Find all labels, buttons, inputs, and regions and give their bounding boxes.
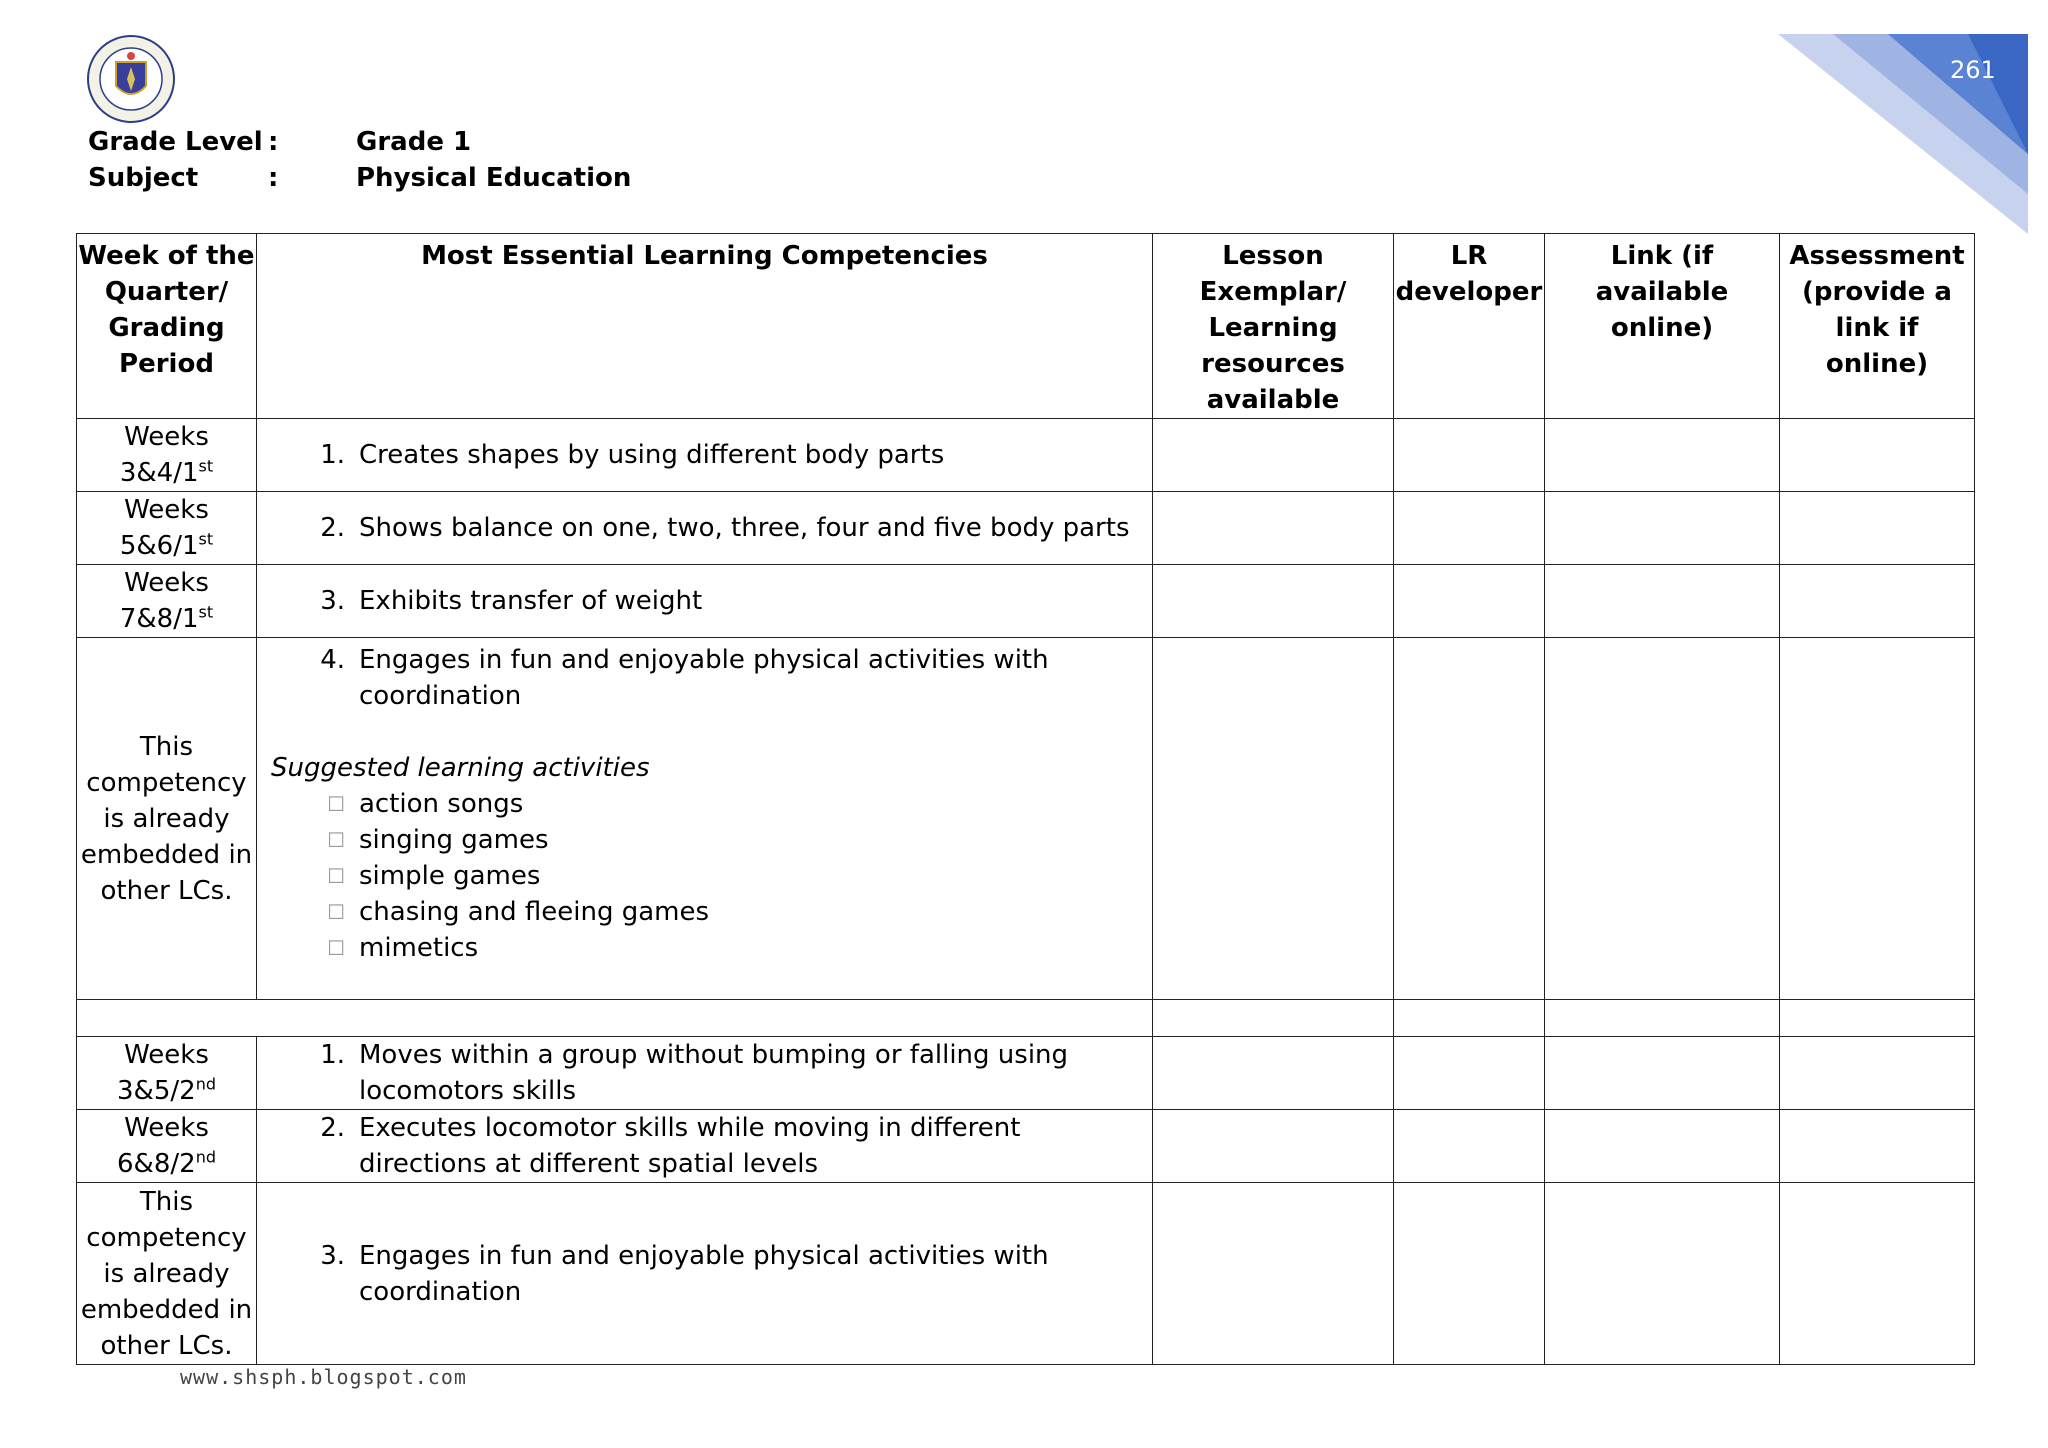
table-row: [77, 492, 1975, 565]
list-item: ☐ action songs: [271, 786, 1152, 822]
checkbox-bullet-icon: ☐: [327, 900, 345, 924]
subject-colon: :: [268, 163, 279, 193]
header-lesson-exemplar: Lesson Exemplar/ Learning resources available: [1153, 234, 1394, 419]
week-cell: Weeks 7&8/1st: [77, 565, 257, 638]
header-lr-developer: LR developer: [1394, 234, 1545, 419]
competency-cell: 1. Moves within a group without bumping or falling using locomotors skills: [257, 1037, 1153, 1110]
competencies-table: [76, 233, 1975, 1365]
footer-url: www.shsph.blogspot.com: [180, 1365, 467, 1389]
checkbox-bullet-icon: ☐: [327, 936, 345, 960]
list-item: ☐ chasing and fleeing games: [271, 894, 1152, 930]
competency-cell: 4. Engages in fun and enjoyable physical activities with coordination Suggested learning activities ☐ action songs ☐ singing games ☐ simple games ☐ chasing and fleeing games ☐ mimetics: [257, 638, 1153, 1000]
header-competencies: Most Essential Learning Competencies: [257, 234, 1153, 419]
list-item: ☐ mimetics: [271, 930, 1152, 966]
week-cell: This competency is already embedded in other LCs.: [77, 1183, 257, 1365]
grade-level-value: Grade 1: [356, 127, 472, 157]
week-cell: Weeks 3&4/1st: [77, 419, 257, 492]
checkbox-bullet-icon: ☐: [327, 864, 345, 888]
table-row-spacer: [77, 1000, 1975, 1037]
week-cell: Weeks 6&8/2nd: [77, 1110, 257, 1183]
suggested-activities-heading: Suggested learning activities: [271, 753, 650, 783]
subject-value: Physical Education: [356, 163, 632, 193]
table-row: [77, 419, 1975, 492]
week-cell: This competency is already embedded in other LCs.: [77, 638, 257, 1000]
checkbox-bullet-icon: ☐: [327, 828, 345, 852]
list-item: ☐ simple games: [271, 858, 1152, 894]
week-cell: Weeks 5&6/1st: [77, 492, 257, 565]
list-item: ☐ singing games: [271, 822, 1152, 858]
table-row: [77, 1183, 1975, 1365]
competency-cell: 1. Creates shapes by using different body parts: [257, 419, 1153, 492]
week-cell: Weeks 3&5/2nd: [77, 1037, 257, 1110]
header-week: Week of the Quarter/ Grading Period: [77, 234, 257, 419]
competency-cell: 2. Shows balance on one, two, three, four and five body parts: [257, 492, 1153, 565]
competency-cell: 3. Engages in fun and enjoyable physical activities with coordination: [257, 1183, 1153, 1365]
grade-level-row: [88, 124, 631, 160]
competency-cell: 2. Executes locomotor skills while moving in different directions at different spatial levels: [257, 1110, 1153, 1183]
header-link: Link (if available online): [1545, 234, 1780, 419]
table-row: [77, 565, 1975, 638]
subject-row: [88, 160, 631, 196]
table-row: [77, 1037, 1975, 1110]
table-row: [77, 1110, 1975, 1183]
page-number: 261: [1950, 56, 1996, 84]
header-assessment: Assessment (provide a link if online): [1780, 234, 1975, 419]
deped-seal-icon: [86, 34, 176, 124]
subject-label: Subject: [88, 163, 199, 193]
table-row: [77, 638, 1975, 1000]
grade-level-colon: :: [268, 127, 279, 157]
document-header: [88, 124, 631, 196]
competency-cell: 3. Exhibits transfer of weight: [257, 565, 1153, 638]
grade-level-label: Grade Level: [88, 127, 263, 157]
checkbox-bullet-icon: ☐: [327, 792, 345, 816]
table-header-row: [77, 234, 1975, 419]
